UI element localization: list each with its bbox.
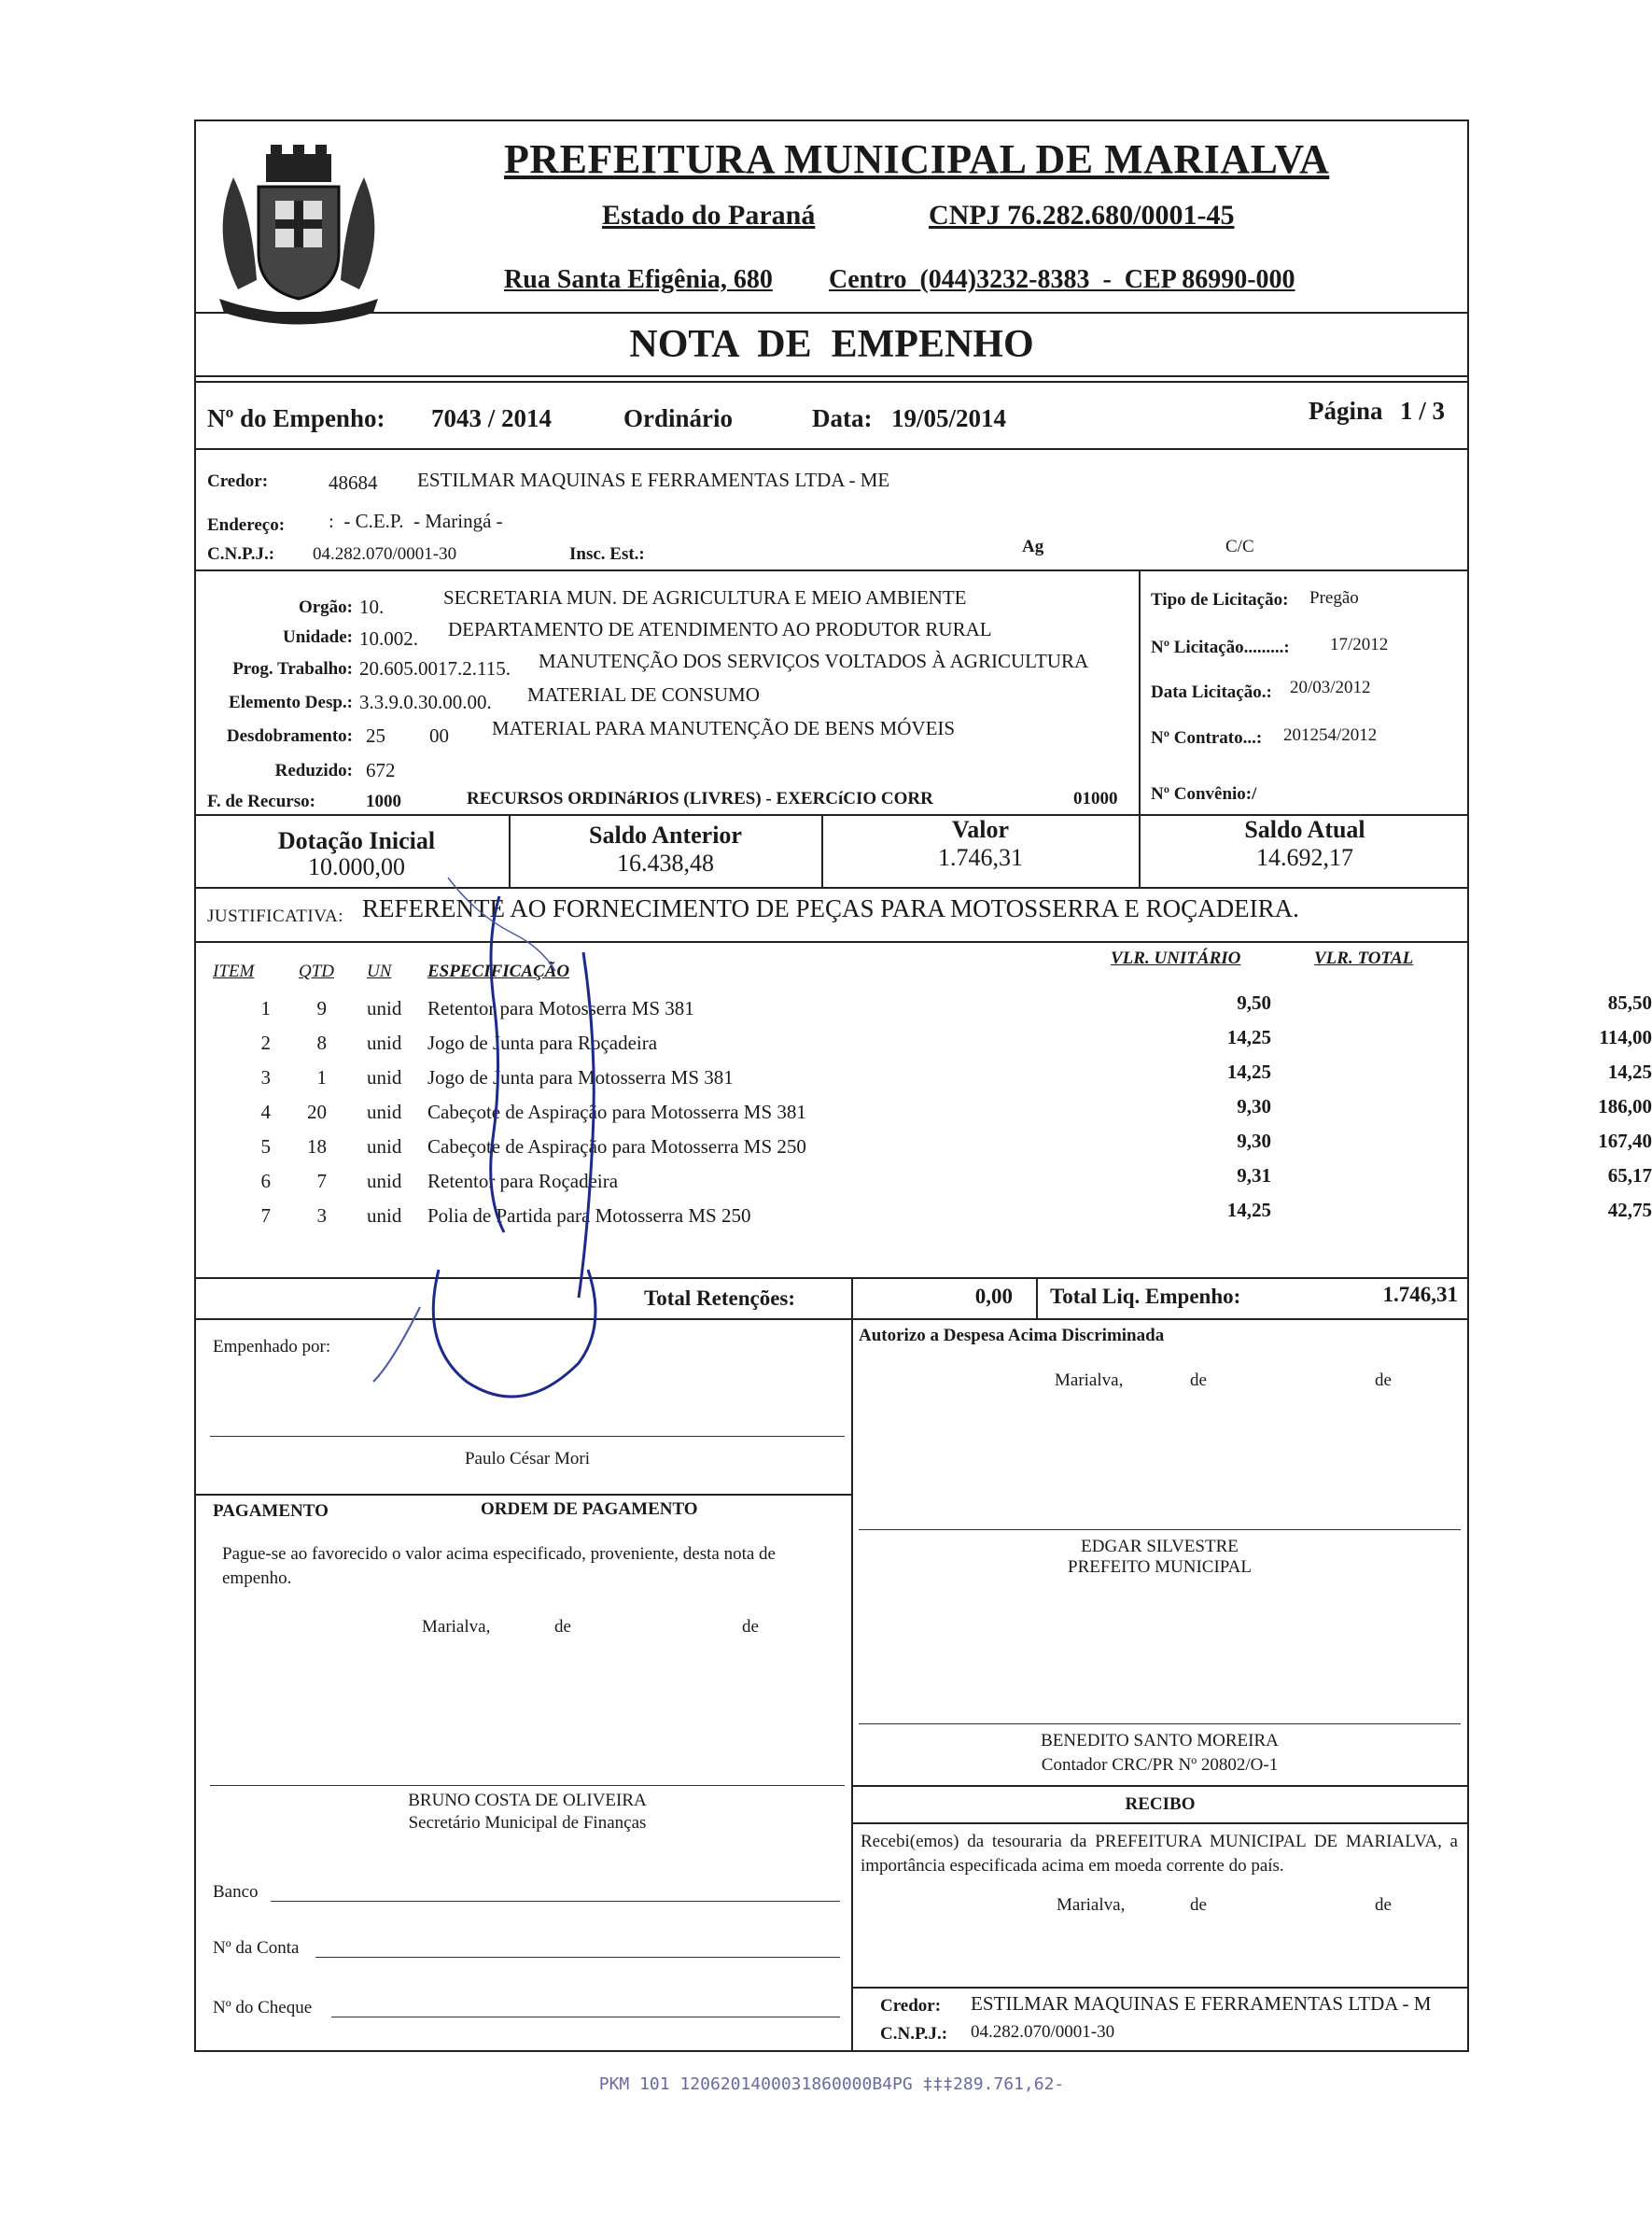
- convenio-label: Nº Convênio:/: [1151, 784, 1257, 804]
- item-number: 6: [260, 1170, 271, 1192]
- prog-label: Prog. Trabalho:: [232, 659, 353, 679]
- unidade-desc: DEPARTAMENTO DE ATENDIMENTO AO PRODUTOR RURAL: [448, 618, 992, 640]
- document-title: NOTA DE EMPENHO: [629, 323, 1034, 366]
- empenhado-por-label: Empenhado por:: [213, 1337, 331, 1356]
- item-spec: Cabeçote de Aspiração para Motosserra MS 250: [427, 1135, 806, 1158]
- prog-code: 20.605.0017.2.115.: [359, 657, 511, 680]
- reduzido-label: Reduzido:: [274, 761, 353, 780]
- item-total-value: 186,00: [1598, 1095, 1652, 1118]
- credor-cnpj: 04.282.070/0001-30: [313, 544, 457, 564]
- item-spec: Jogo de Junta para Roçadeira: [427, 1032, 658, 1054]
- item-number: 7: [260, 1204, 271, 1227]
- contador-name: BENEDITO SANTO MOREIRA: [1041, 1731, 1279, 1750]
- justificativa-label: JUSTIFICATIVA:: [207, 907, 344, 926]
- autorizo-de-2: de: [1375, 1371, 1392, 1390]
- autorizo-text: Autorizo a Despesa Acima Discriminada: [859, 1326, 1165, 1345]
- empenho-date-label: Data:: [812, 404, 873, 432]
- account-label: C/C: [1225, 537, 1254, 556]
- item-un: unid: [367, 1066, 402, 1089]
- orgao-label: Orgão:: [298, 597, 353, 617]
- item-number: 1: [260, 997, 271, 1019]
- item-spec: Retentor para Roçadeira: [427, 1170, 619, 1192]
- licitacao-number-label: Nº Licitação.........:: [1151, 638, 1290, 657]
- item-unit-value: 14,25: [1226, 1061, 1271, 1083]
- elemento-desc: MATERIAL DE CONSUMO: [527, 683, 760, 706]
- licitacao-date-label: Data Licitação.:: [1151, 682, 1272, 702]
- item-un: unid: [367, 1101, 402, 1123]
- page-number: 1 / 3: [1400, 397, 1446, 425]
- desdobramento-label: Desdobramento:: [226, 726, 353, 746]
- contrato-number: 201254/2012: [1283, 725, 1378, 745]
- elemento-code: 3.3.9.0.30.00.00.: [359, 691, 492, 713]
- orgao-desc: SECRETARIA MUN. DE AGRICULTURA E MEIO AMBIENTE: [443, 586, 967, 609]
- item-spec: Retentor para Motosserra MS 381: [427, 997, 694, 1019]
- street-address: Rua Santa Efigênia, 680: [504, 265, 773, 294]
- item-total-value: 114,00: [1599, 1026, 1652, 1048]
- unidade-code: 10.002.: [359, 627, 418, 650]
- total-retencoes-value: 0,00: [974, 1285, 1013, 1308]
- item-un: unid: [367, 1204, 402, 1227]
- empenhado-por-name: Paulo César Mori: [464, 1449, 591, 1469]
- contador-role: Contador CRC/PR Nº 20802/O-1: [1041, 1755, 1279, 1775]
- item-qtd: 9: [316, 997, 327, 1019]
- saldo-anterior-label: Saldo Anterior: [589, 822, 742, 849]
- total-liquido-label: Total Liq. Empenho:: [1050, 1285, 1241, 1308]
- page-label: Página: [1309, 397, 1383, 425]
- item-un: unid: [367, 1032, 402, 1054]
- recibo-title: RECIBO: [1125, 1794, 1196, 1814]
- item-total-value: 85,50: [1607, 991, 1652, 1014]
- item-number: 2: [260, 1032, 271, 1054]
- recibo-place: Marialva,: [1057, 1895, 1126, 1915]
- justificativa-text: REFERENTE AO FORNECIMENTO DE PEÇAS PARA MOTOSSERRA E ROÇADEIRA.: [362, 894, 1299, 922]
- item-qtd: 1: [316, 1066, 327, 1089]
- banco-label: Banco: [213, 1882, 259, 1902]
- item-spec: Polia de Partida para Motosserra MS 250: [427, 1204, 751, 1227]
- recibo-cnpj-label: C.N.P.J.:: [880, 2024, 948, 2044]
- district-phone-cep: Centro (044)3232-8383 - CEP 86990-000: [829, 265, 1295, 294]
- item-unit-value: 9,31: [1237, 1164, 1271, 1187]
- credor-address: : - C.E.P. - Maringá -: [329, 510, 503, 532]
- municipality-title: PREFEITURA MUNICIPAL DE MARIALVA: [504, 136, 1330, 182]
- item-unit-value: 14,25: [1226, 1199, 1271, 1221]
- item-qtd: 8: [316, 1032, 327, 1054]
- orgao-code: 10.: [359, 596, 385, 618]
- elemento-label: Elemento Desp.:: [229, 693, 353, 712]
- secretario-name: BRUNO COSTA DE OLIVEIRA: [408, 1791, 647, 1810]
- autorizo-de-1: de: [1190, 1371, 1207, 1390]
- secretario-role: Secretário Municipal de Finanças: [408, 1813, 647, 1833]
- col-item: ITEM: [213, 962, 255, 981]
- ordem-pagamento-label: ORDEM DE PAGAMENTO: [481, 1499, 698, 1519]
- pagamento-de-2: de: [742, 1617, 759, 1637]
- state-name: Estado do Paraná: [602, 200, 816, 231]
- recibo-de-1: de: [1190, 1895, 1207, 1915]
- item-unit-value: 9,30: [1237, 1130, 1271, 1152]
- recibo-de-2: de: [1375, 1895, 1392, 1915]
- total-retencoes-label: Total Retenções:: [644, 1286, 796, 1310]
- item-qtd: 7: [316, 1170, 327, 1192]
- desdobramento-desc: MATERIAL PARA MANUTENÇÃO DE BENS MÓVEIS: [492, 717, 956, 739]
- agency-label: Ag: [1022, 537, 1044, 556]
- valor-value: 1.746,31: [938, 844, 1023, 871]
- item-unit-value: 14,25: [1226, 1026, 1271, 1048]
- col-total-value: VLR. TOTAL: [1314, 949, 1414, 968]
- item-un: unid: [367, 1135, 402, 1158]
- pagamento-label: PAGAMENTO: [213, 1501, 329, 1521]
- address-label: Endereço:: [207, 515, 286, 535]
- empenho-number: 7043 / 2014: [431, 404, 553, 432]
- item-total-value: 14,25: [1607, 1061, 1652, 1083]
- licitacao-date: 20/03/2012: [1290, 678, 1371, 697]
- item-number: 3: [260, 1066, 271, 1089]
- item-qtd: 20: [307, 1101, 327, 1123]
- pagamento-place: Marialva,: [422, 1617, 491, 1637]
- saldo-atual-value: 14.692,17: [1256, 844, 1353, 871]
- col-spec: ESPECIFICAÇÃO: [427, 962, 570, 981]
- total-liquido-value: 1.746,31: [1382, 1283, 1458, 1306]
- empenho-type: Ordinário: [623, 404, 734, 432]
- prefeito-role: PREFEITO MUNICIPAL: [1068, 1557, 1252, 1577]
- handwritten-signature: [355, 859, 663, 1438]
- prog-desc: MANUTENÇÃO DOS SERVIÇOS VOLTADOS À AGRICULTURA: [539, 650, 1089, 672]
- recurso-number: 01000: [1073, 789, 1118, 808]
- dotacao-inicial-label: Dotação Inicial: [277, 827, 436, 854]
- recurso-label: F. de Recurso:: [207, 792, 315, 811]
- footer-code: PKM 101 1206201400031860000B4PG ‡‡‡289.761,62-: [598, 2074, 1065, 2094]
- item-qtd: 18: [307, 1135, 327, 1158]
- recibo-credor-name: ESTILMAR MAQUINAS E FERRAMENTAS LTDA - M: [971, 1992, 1432, 2015]
- recibo-text: Recebi(emos) da tesouraria da PREFEITURA MUNICIPAL DE MARIALVA, a importância especificada acima em moeda corrente do país.: [861, 1832, 1458, 1876]
- col-qtd: QTD: [299, 962, 335, 981]
- item-total-value: 42,75: [1607, 1199, 1652, 1221]
- desdobramento-code-b: 00: [429, 724, 449, 747]
- item-unit-value: 9,30: [1237, 1095, 1271, 1118]
- credor-code: 48684: [329, 471, 378, 494]
- recurso-desc: RECURSOS ORDINáRIOS (LIVRES) - EXERCíCIO CORR: [467, 789, 933, 808]
- cnpj-label: C.N.P.J.:: [207, 544, 275, 564]
- licitacao-number: 17/2012: [1330, 635, 1389, 654]
- empenho-number-label: Nº do Empenho:: [207, 404, 385, 432]
- pagamento-de-1: de: [554, 1617, 571, 1637]
- tipo-licitacao: Pregão: [1309, 588, 1359, 608]
- municipality-cnpj: CNPJ 76.282.680/0001-45: [929, 200, 1235, 231]
- item-number: 4: [260, 1101, 271, 1123]
- item-un: unid: [367, 1170, 402, 1192]
- pague-se-text: Pague-se ao favorecido o valor acima especificado, proveniente, desta nota de empenho.: [222, 1544, 776, 1588]
- credor-label: Credor:: [207, 471, 269, 491]
- tipo-licitacao-label: Tipo de Licitação:: [1151, 590, 1289, 610]
- coat-of-arms-logo: [201, 140, 397, 327]
- item-spec: Cabeçote de Aspiração para Motosserra MS 381: [427, 1101, 806, 1123]
- item-total-value: 167,40: [1598, 1130, 1652, 1152]
- credor-name: ESTILMAR MAQUINAS E FERRAMENTAS LTDA - ME: [417, 469, 890, 491]
- item-unit-value: 9,50: [1237, 991, 1271, 1014]
- unidade-label: Unidade:: [283, 627, 353, 647]
- recibo-cnpj: 04.282.070/0001-30: [971, 2022, 1115, 2042]
- empenho-date: 19/05/2014: [891, 404, 1007, 432]
- col-unit-value: VLR. UNITÁRIO: [1111, 949, 1241, 968]
- dotacao-inicial-value: 10.000,00: [308, 853, 405, 880]
- valor-label: Valor: [951, 816, 1010, 843]
- col-un: UN: [367, 962, 392, 981]
- saldo-atual-label: Saldo Atual: [1244, 816, 1365, 843]
- reduzido-value: 672: [366, 759, 396, 781]
- insc-est-label: Insc. Est.:: [569, 544, 645, 564]
- contrato-label: Nº Contrato...:: [1151, 728, 1263, 748]
- conta-label: Nº da Conta: [213, 1938, 300, 1958]
- item-un: unid: [367, 997, 402, 1019]
- item-spec: Jogo de Junta para Motosserra MS 381: [427, 1066, 734, 1089]
- item-number: 5: [260, 1135, 271, 1158]
- recurso-code: 1000: [366, 792, 401, 811]
- autorizo-place: Marialva,: [1055, 1371, 1124, 1390]
- item-qtd: 3: [316, 1204, 327, 1227]
- recibo-credor-label: Credor:: [880, 1996, 942, 2016]
- item-total-value: 65,17: [1607, 1164, 1652, 1187]
- cheque-label: Nº do Cheque: [213, 1998, 313, 2017]
- prefeito-name: EDGAR SILVESTRE: [1081, 1537, 1239, 1556]
- desdobramento-code-a: 25: [366, 724, 385, 747]
- saldo-anterior-value: 16.438,48: [617, 850, 714, 877]
